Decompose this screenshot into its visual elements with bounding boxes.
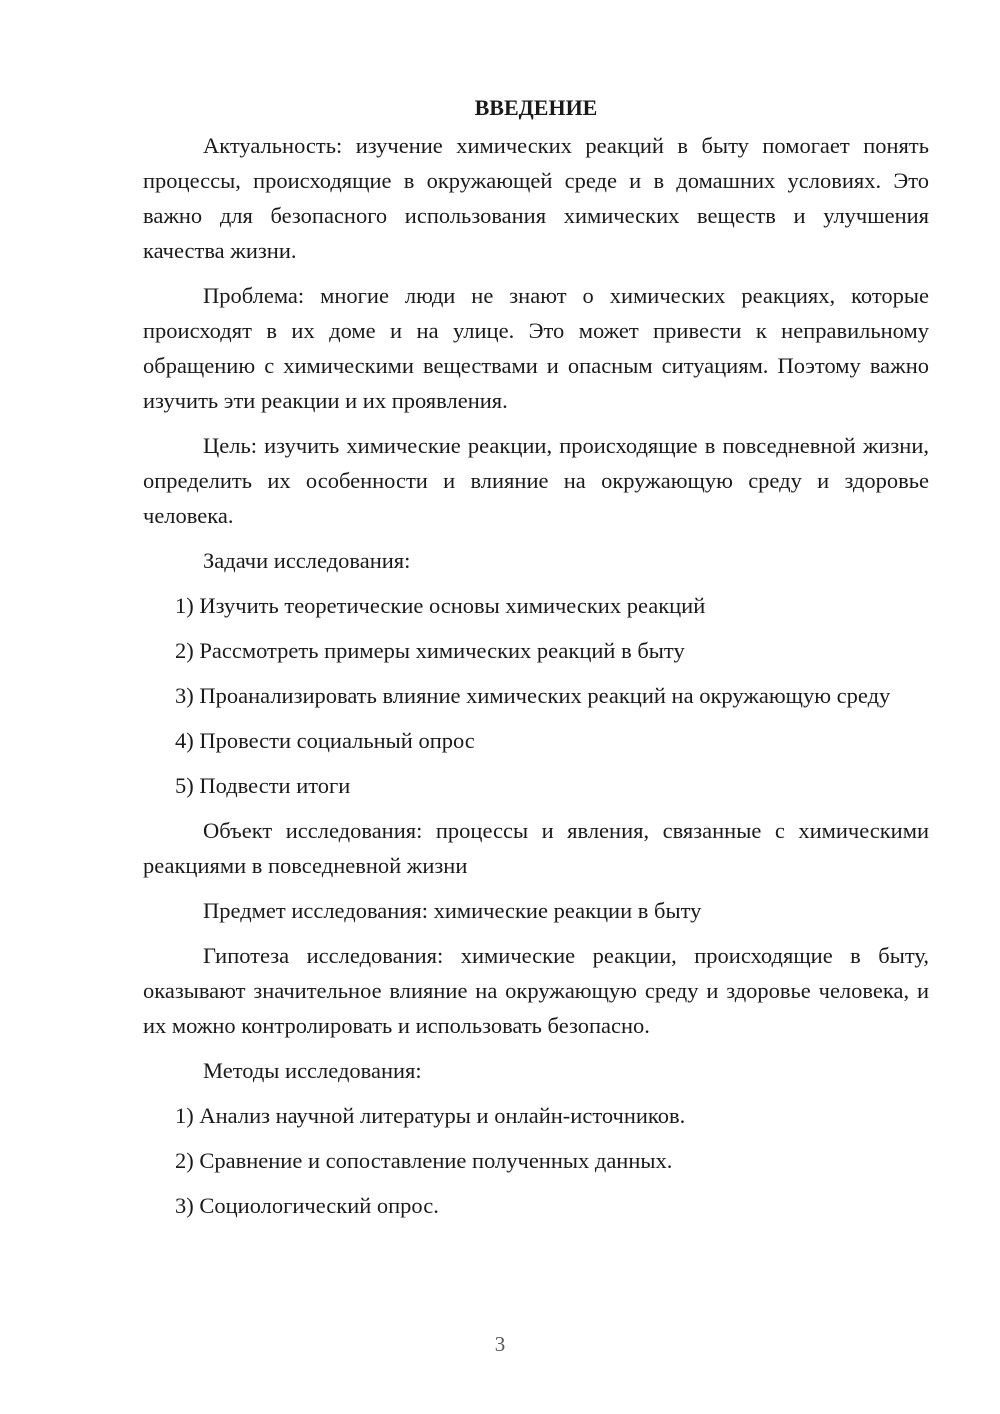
method-item-2: 2) Сравнение и сопоставление полученных данных.	[175, 1148, 673, 1173]
task-item-4: 4) Провести социальный опрос	[175, 728, 475, 753]
problem-paragraph: Проблема: многие люди не знают о химических реакциях, которые происходят в их доме и на улице. Это может привести к неправильному обращению с химическими веществами и опасным ситуациям. Поэтому важно изучить эти реакции и их проявления.	[143, 283, 929, 413]
section-title: ВВЕДЕНИЕ	[474, 95, 598, 120]
task-item-3: 3) Проанализировать влияние химических реакций на окружающую среду	[175, 683, 891, 708]
task-item-1: 1) Изучить теоретические основы химических реакций	[175, 593, 706, 618]
tasks-heading: Задачи исследования:	[203, 548, 411, 573]
method-item-1: 1) Анализ научной литературы и онлайн-источников.	[175, 1103, 686, 1128]
method-item-3: 3) Социологический опрос.	[175, 1193, 439, 1218]
subject-paragraph: Предмет исследования: химические реакции в быту	[203, 898, 702, 923]
methods-heading: Методы исследования:	[203, 1058, 422, 1083]
goal-paragraph: Цель: изучить химические реакции, происходящие в повседневной жизни, определить их особенности и влияние на окружающую среду и здоровье человека.	[143, 433, 929, 528]
page-number: 3	[494, 1332, 506, 1356]
task-item-5: 5) Подвести итоги	[175, 773, 351, 798]
task-item-2: 2) Рассмотреть примеры химических реакций в быту	[175, 638, 685, 663]
object-paragraph: Объект исследования: процессы и явления, связанные с химическими реакциями в повседневной жизни	[143, 818, 929, 878]
document-page	[143, 92, 929, 1233]
relevance-paragraph: Актуальность: изучение химических реакций в быту помогает понять процессы, происходящие в окружающей среде и в домашних условиях. Это важно для безопасного использования химических веществ и улучшения качества жизни.	[143, 133, 929, 263]
hypothesis-paragraph: Гипотеза исследования: химические реакции, происходящие в быту, оказывают значительное влияние на окружающую среду и здоровье человека, и их можно контролировать и использовать безопасно.	[143, 943, 929, 1038]
